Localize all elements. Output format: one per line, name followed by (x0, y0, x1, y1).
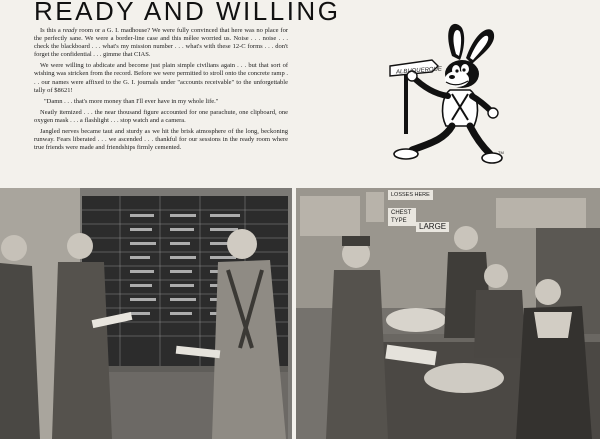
signpost-label: ALBUQUERQUE (395, 66, 443, 76)
paragraph-3-quote: "Damn . . . that's more money than I'll ever have in my whole life." (44, 97, 219, 105)
photo-equipment-counter (296, 188, 600, 439)
p1-rest: room or a G. I. madhouse? We were fully convinced that here was no place for the perfectly sane. We were a border-line case and this mêlee worried us. Noise . . . noise . . . check the blackboard . . . what's my mission number . . . what's with these 12-C forms . . . don't forget the confidential . . . gimme that CIAS. (34, 27, 288, 59)
p1-start: Is this a (40, 27, 63, 34)
paragraph-4: Neatly itemized . . . the near thousand figure accounted for one parachute, one clipboard, one oxygen mask . . . a flashlight . . . stop watch and a camera. (34, 108, 288, 124)
photo-ready-room-blackboard (0, 188, 292, 439)
sign-large: LARGE (416, 222, 449, 232)
article-text (34, 27, 288, 155)
paragraph-5: Jangled nerves became taut and sturdy as we hit the brisk atmosphere of the long, beckoning runway. Fears liberated . . . we ascended . . . thankful for our sessions in the ready room where true friends were made and friendships firmly cemented. (34, 128, 288, 152)
page-title: READY AND WILLING (34, 0, 341, 26)
trademark-mark: TM (498, 150, 504, 155)
paragraph-1 (34, 27, 288, 59)
sign-losses: LOSSES HERE (388, 190, 433, 200)
sign-chest-type: CHEST TYPE (388, 208, 416, 226)
cartoon-rabbit-icon (382, 16, 508, 168)
p1-emphasis: ready (62, 27, 78, 34)
paragraph-2: We were willing to abdicate and become just plain simple civilians again . . . but that sort of wishing was stricken from the record. Before we were permitted to stroll onto the concrete ramp . . . our names were affixed to the G. I. journals under "accounts receivable" to the unforgettable tally of $8621! (34, 62, 288, 94)
